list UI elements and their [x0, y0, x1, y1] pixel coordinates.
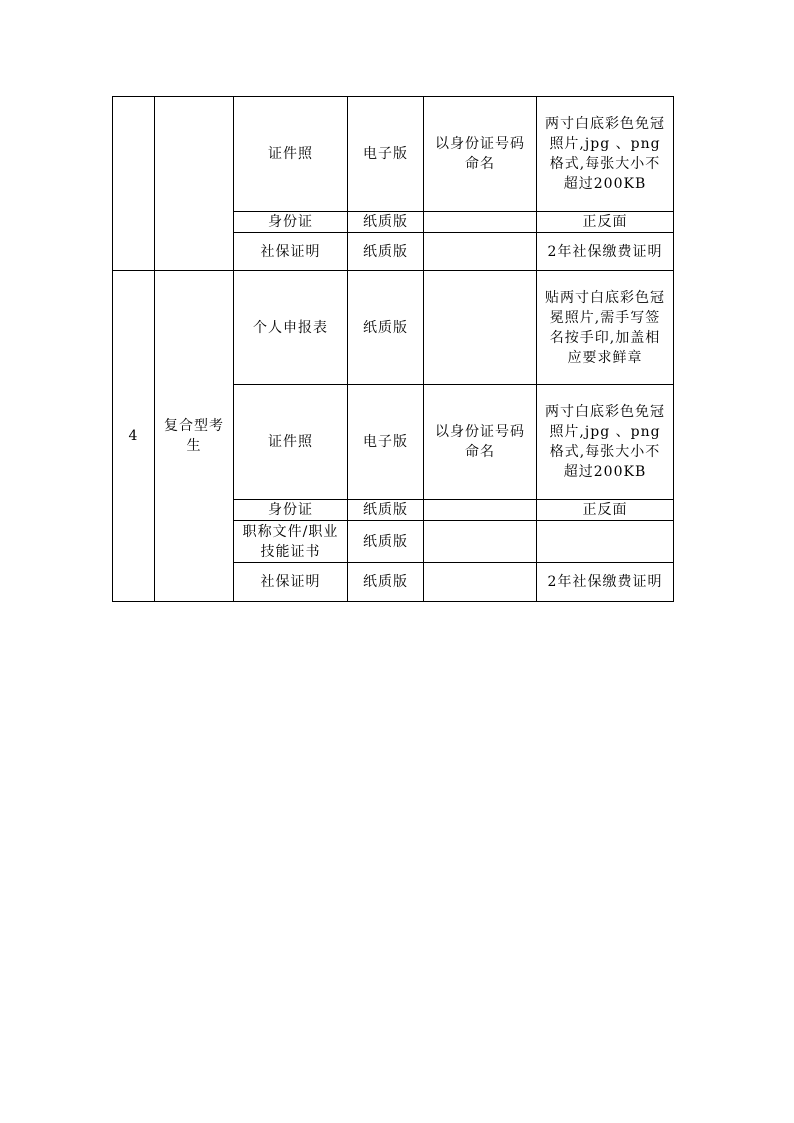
requirement-cell	[424, 212, 537, 233]
material-cell: 个人申报表	[234, 271, 348, 385]
material-cell: 社保证明	[234, 563, 348, 602]
table-row	[113, 271, 674, 385]
format-cell: 纸质版	[348, 233, 424, 271]
table-row	[113, 97, 674, 212]
requirement-cell	[424, 271, 537, 385]
requirement-cell	[424, 563, 537, 602]
remark-cell: 两寸白底彩色免冠照片,jpg 、png格式,每张大小不超过200KB	[537, 97, 674, 212]
requirement-cell	[424, 233, 537, 271]
material-cell: 证件照	[234, 385, 348, 500]
requirement-cell: 以身份证号码命名	[424, 385, 537, 500]
format-cell: 纸质版	[348, 521, 424, 563]
requirement-cell	[424, 500, 537, 521]
remark-cell: 两寸白底彩色免冠照片,jpg 、png格式,每张大小不超过200KB	[537, 385, 674, 500]
candidate-type-cell: 复合型考生	[155, 271, 234, 602]
requirement-cell	[424, 521, 537, 563]
format-cell: 纸质版	[348, 500, 424, 521]
row-number-cell: 4	[113, 271, 155, 602]
material-cell: 职称文件/职业技能证书	[234, 521, 348, 563]
remark-cell: 2年社保缴费证明	[537, 563, 674, 602]
format-cell: 纸质版	[348, 271, 424, 385]
candidate-type-cell	[155, 97, 234, 271]
format-cell: 电子版	[348, 385, 424, 500]
material-cell: 证件照	[234, 97, 348, 212]
requirement-cell: 以身份证号码命名	[424, 97, 537, 212]
remark-cell: 正反面	[537, 500, 674, 521]
remark-cell: 2年社保缴费证明	[537, 233, 674, 271]
row-number-cell	[113, 97, 155, 271]
remark-cell: 贴两寸白底彩色冠冕照片,需手写签名按手印,加盖相应要求鲜章	[537, 271, 674, 385]
material-cell: 社保证明	[234, 233, 348, 271]
format-cell: 纸质版	[348, 212, 424, 233]
material-cell: 身份证	[234, 500, 348, 521]
remark-cell	[537, 521, 674, 563]
remark-cell: 正反面	[537, 212, 674, 233]
material-cell: 身份证	[234, 212, 348, 233]
materials-table	[112, 96, 674, 602]
format-cell: 纸质版	[348, 563, 424, 602]
format-cell: 电子版	[348, 97, 424, 212]
